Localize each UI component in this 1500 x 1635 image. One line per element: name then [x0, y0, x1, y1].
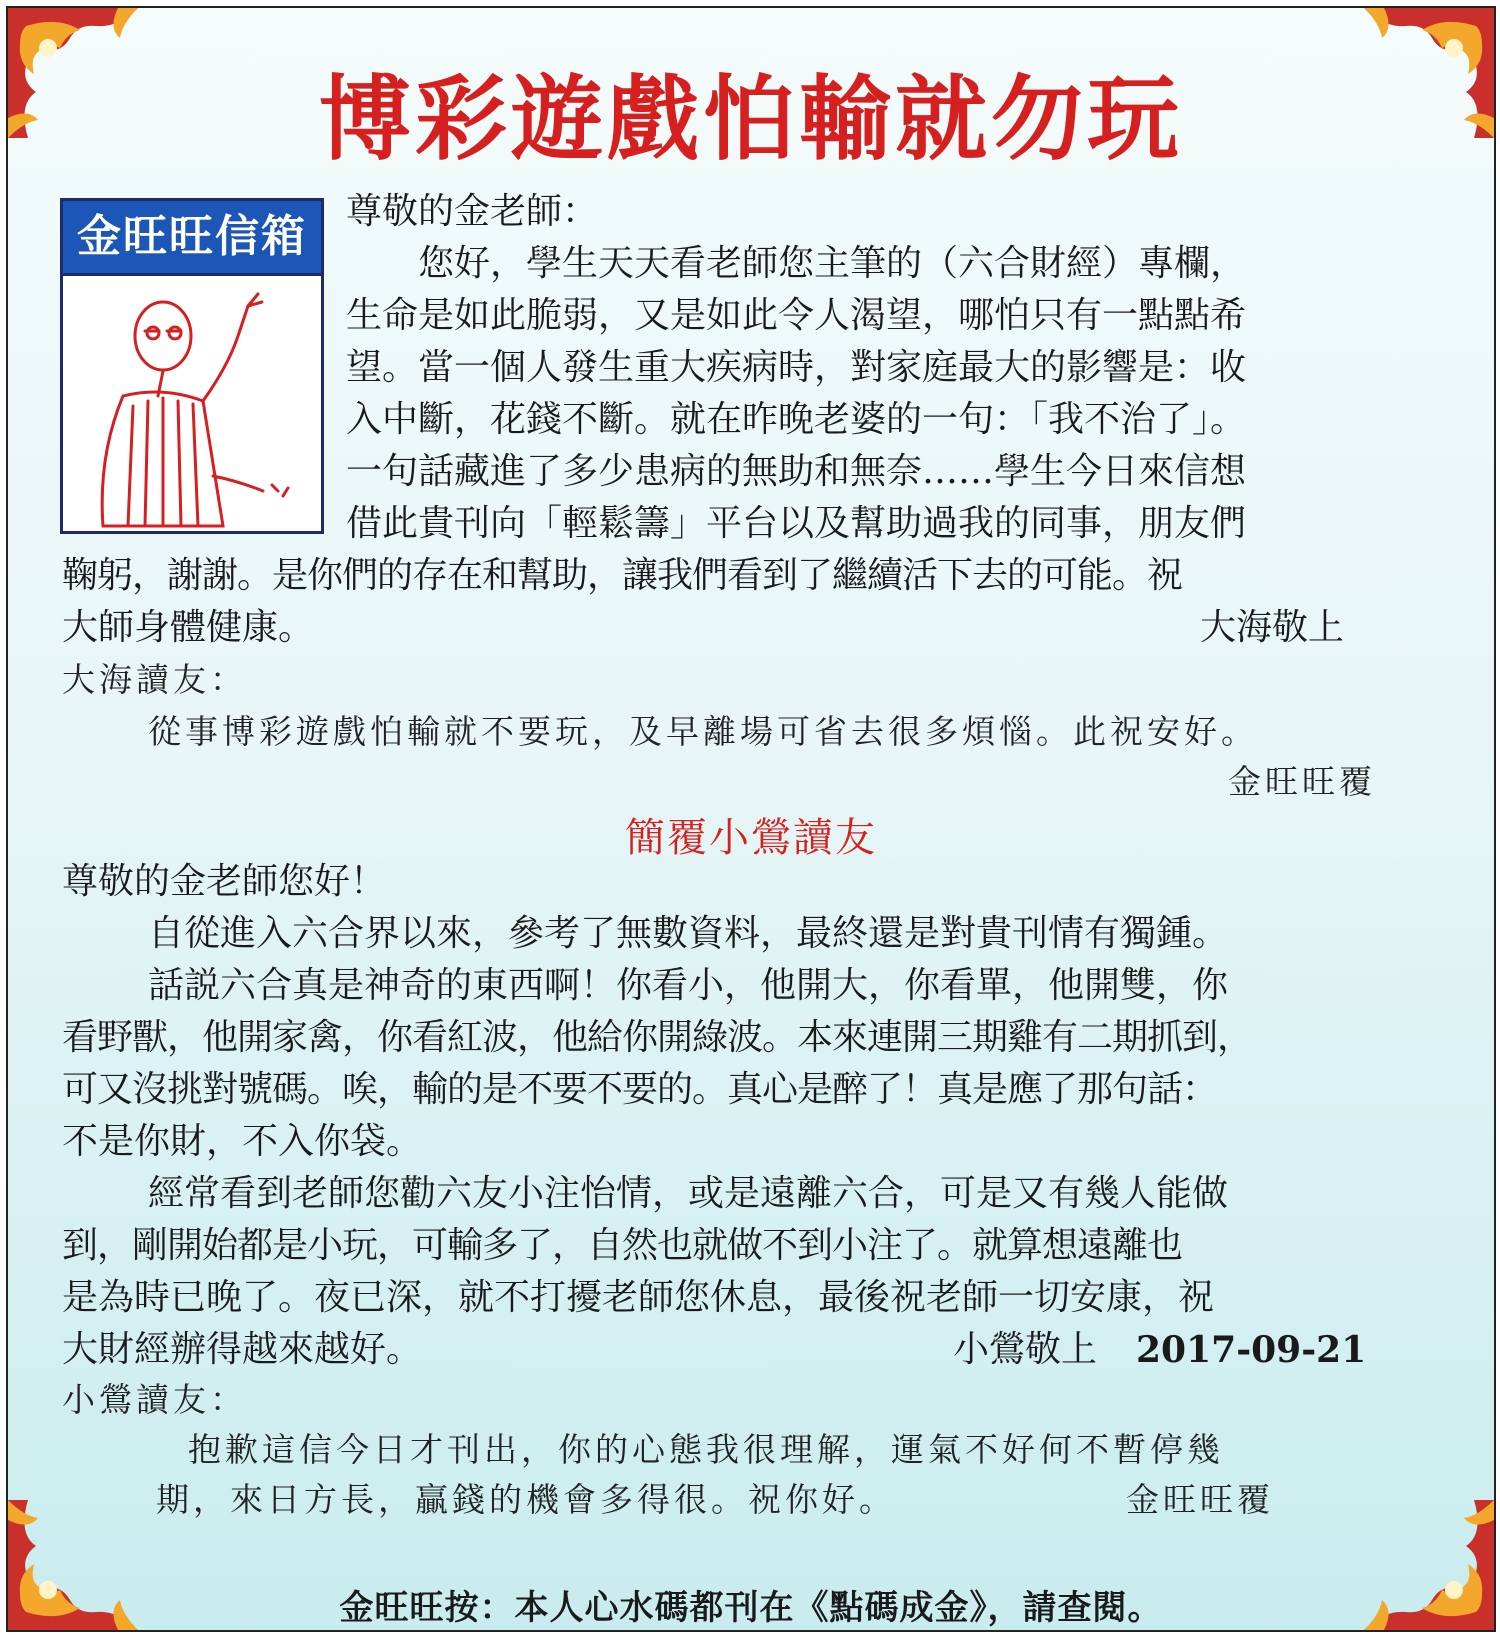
letter1-line: 鞠躬，謝謝。是你們的存在和幫助，讓我們看到了繼續活下去的可能。祝: [62, 555, 1183, 596]
reply2-signature: 金旺旺覆: [1126, 1480, 1274, 1519]
letter2-line: 經常看到老師您勸六友小注怡情，或是遠離六合，可是又有幾人能做: [148, 1173, 1229, 1214]
letter1-line: 生命是如此脆弱，又是如此令人渴望，哪怕只有一點點希: [346, 295, 1247, 336]
column-logo-label: 金旺旺信箱: [63, 201, 321, 276]
editor-note: 金旺旺按：本人心水碼都刊在《點碼成金》，請查閱。: [339, 1588, 1163, 1628]
reply2-line: 抱歉這信今日才刊出，你的心態我很理解，運氣不好何不暫停幾: [188, 1430, 1224, 1469]
headline: 博彩遊戲怕輸就勿玩: [318, 65, 1183, 173]
letter2-date: 2017-09-21: [1136, 1329, 1367, 1371]
reply1-body: 從事博彩遊戲怕輸就不要玩，及早離場可省去很多煩惱。此祝安好。: [148, 712, 1258, 751]
letter1-line: 望。當一個人發生重大疾病時，對家庭最大的影響是：收: [346, 347, 1247, 388]
letter2-line: 是為時已晚了。夜已深，就不打擾老師您休息，最後祝老師一切安康，祝: [62, 1277, 1215, 1318]
letter2-signature: 小鶯敬上: [953, 1329, 1098, 1370]
column-logo: [60, 198, 324, 534]
reply1-signature: 金旺旺覆: [1228, 762, 1376, 801]
letter1-signature: 大海敬上: [1199, 607, 1344, 648]
reply2-salutation: 小鶯讀友：: [62, 1380, 247, 1419]
letter2-line: 看野獸，他開家禽，你看紅波，他給你開綠波。本來連開三期雞有二期抓到，: [62, 1017, 1253, 1058]
teacher-illustration-icon: [63, 276, 321, 531]
letter2-greeting: 尊敬的金老師您好！: [62, 861, 387, 902]
letter2-line: 到，剛開始都是小玩，可輸多了，自然也就做不到小注了。就算想遠離也: [62, 1225, 1183, 1266]
letter2-line: 話説六合真是神奇的東西啊！你看小，他開大，你看單，他開雙，你: [148, 965, 1229, 1006]
letter2-line: 可又沒挑對號碼。唉，輸的是不要不要的。真心是醉了！真是應了那句話：: [62, 1069, 1218, 1110]
letter2-line: 自從進入六合界以來，參考了無數資料，最終還是對貴刊情有獨鍾。: [148, 913, 1229, 954]
subheading: 簡覆小鶯讀友: [625, 815, 877, 861]
letter2-line: 不是你財，不入你袋。: [62, 1121, 423, 1162]
letter1-line: 借此貴刊向「輕鬆籌」平台以及幫助過我的同事，朋友們: [346, 503, 1247, 544]
letter1-line: 大師身體健康。: [62, 607, 315, 648]
newspaper-column: [6, 6, 1496, 1632]
reply2-line: 期，來日方長，贏錢的機會多得很。祝你好。: [156, 1480, 896, 1519]
letter2-line: 大財經辦得越來越好。: [62, 1329, 423, 1370]
letter1-line: 您好，學生天天看老師您主筆的（六合財經）專欄，: [346, 243, 1247, 284]
letter1-line: 一句話藏進了多少患病的無助和無奈……學生今日來信想: [346, 451, 1247, 492]
reply1-salutation: 大海讀友：: [62, 660, 247, 699]
letter1-greeting: 尊敬的金老師：: [346, 191, 599, 232]
letter1-line: 入中斷，花錢不斷。就在昨晚老婆的一句：「我不治了」。: [346, 399, 1247, 440]
